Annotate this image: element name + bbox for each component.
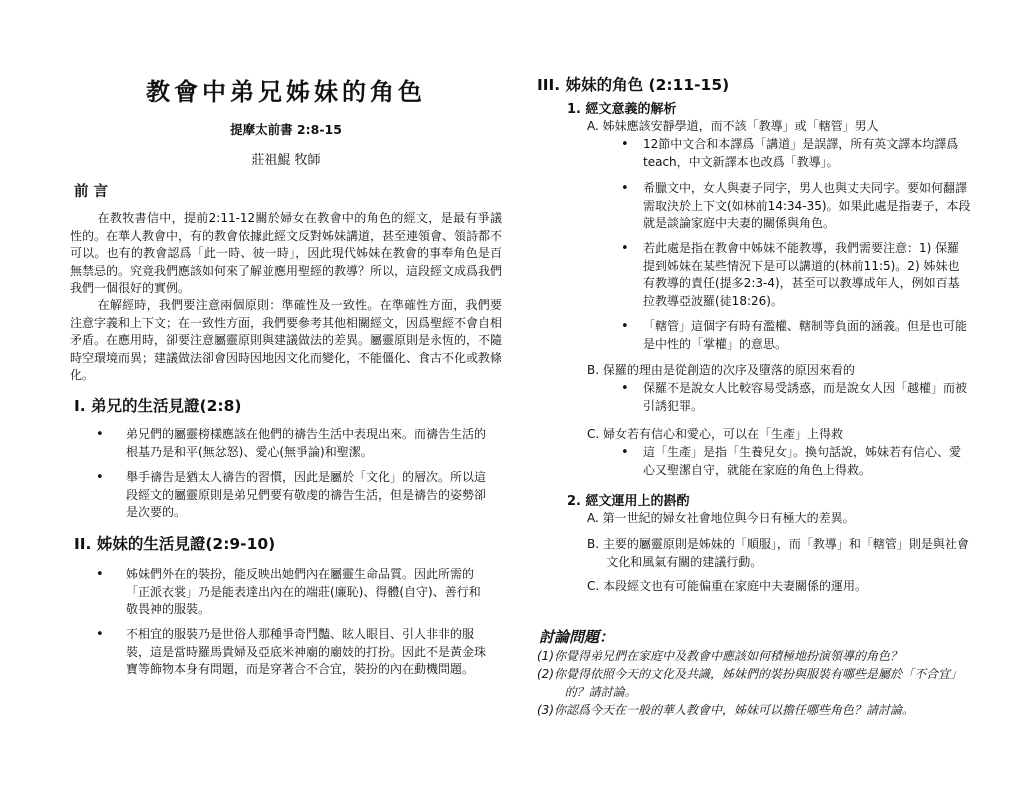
bullet-dot: • — [96, 567, 104, 582]
item-a: A. 姊妹應該安靜學道，而不該「教導」或「轄管」男人 — [587, 119, 879, 133]
discussion-heading: 討論問題： — [539, 628, 615, 646]
application-item: B. 主要的屬靈原則是姊妹的「順服」，而「教導」和「轄管」則是與社會文化和風氣有關的建議行動。 — [587, 537, 969, 569]
bullet-text: 「轄管」這個字有時有濫權、轄制等負面的涵義。但是也可能是中性的「掌權」的意思。 — [643, 319, 968, 351]
bullet-dot: • — [96, 427, 104, 442]
bullet-dot: • — [621, 381, 629, 396]
subsection-2-heading: 2. 經文運用上的斟酌 — [567, 494, 690, 509]
scripture-reference: 提摩太前書 2:8-15 — [230, 122, 342, 137]
subsection-1-heading: 1. 經文意義的解析 — [567, 102, 677, 117]
section-3-heading: III. 姊妹的角色 (2:11-15) — [537, 76, 730, 94]
application-item: C. 本段經文也有可能偏重在家庭中夫妻關係的運用。 — [587, 579, 868, 593]
author: 莊祖鯤 牧師 — [251, 153, 321, 168]
application-item: A. 第一世紀的婦女社會地位與今日有極大的差異。 — [587, 511, 855, 525]
bullet-text: 若此處是指在教會中姊妹不能教導，我們需要注意：1) 保羅提到姊妹在某些情況下是可以講道的(林前11:5)。2) 姊妹也有教導的責任(提多2:3-4)，甚至可以教導成年人，例如百基拉教導亞波羅(徒18:26)。 — [643, 241, 960, 308]
bullet-text: 保羅不是說女人比較容易受誘惑，而是說女人因「越權」而被引誘犯罪。 — [643, 381, 968, 413]
preface-paragraph-1: 在教牧書信中，提前2:11-12關於婦女在教會中的角色的經文，是最有爭議性的。在華人教會中，有的教會依據此經文反對姊妹講道，甚至連領會、領詩都不可以。也有的教會認爲「此一時、彼一時」，因此現代姊妹在教會的事奉角色是百無禁忌的。究竟我們應該如何來了解並應用聖經的教導？所以，這段經文成爲我們我們一個很好的實例。 — [70, 211, 503, 295]
item-b: B. 保羅的理由是從創造的次序及墮落的原因來看的 — [587, 363, 855, 377]
section-2-heading: II. 姊妹的生活見證(2:9-10) — [74, 535, 276, 553]
section-1-heading: I. 弟兄的生活見證(2:8) — [74, 397, 242, 415]
bullet-text: 姊妹們外在的裝扮，能反映出她們內在屬靈生命品質。因此所需的「正派衣裳」乃是能表達出內在的端莊(廉恥)、得體(自守)、善行和敬畏神的服裝。 — [126, 567, 481, 616]
bullet-text: 希臘文中，女人與妻子同字，男人也與丈夫同字。要如何翻譯需取決於上下文(如林前14:34-35)。如果此處是指妻子，本段就是談論家庭中夫妻的關係與角色。 — [643, 181, 971, 230]
bullet-dot: • — [621, 181, 629, 196]
item-c: C. 婦女若有信心和愛心，可以在「生產」上得救 — [587, 427, 844, 441]
preface-paragraph-2: 在解經時，我們要注意兩個原則：準確性及一致性。在準確性方面，我們要注意字義和上下文；在一致性方面，我們要參考其他相關經文，因爲聖經不會自相矛盾。在應用時，卻要注意屬靈原則與建議做法的差異。屬靈原則是永恆的，不隨時空環境而異；建議做法卻會因時因地因文化而變化，不能僵化、食古不化或教條化。 — [70, 298, 503, 382]
bullet-text: 12節中文合和本譯爲「講道」是誤譯，所有英文譯本均譯爲teach，中文新譯本也改爲「教導」。 — [643, 137, 959, 169]
bullet-text: 不相宜的服裝乃是世俗人那種爭奇鬥豔、眩人眼目、引人非非的服裝，這是當時羅馬貴婦及亞底米神廟的廟妓的打扮。因此不是黃金珠寶等飾物本身有問題，而是穿著合不合宜，裝扮的內在動機問題。 — [126, 627, 487, 676]
bullet-text: 這「生產」是指「生養兒女」。換句話說，姊妹若有信心、愛心又聖潔自守，就能在家庭的角色上得救。 — [643, 445, 962, 477]
bullet-dot: • — [621, 445, 629, 460]
bullet-dot: • — [621, 137, 629, 152]
discussion-question: (1)你覺得弟兄們在家庭中及教會中應該如何積極地扮演領導的角色？ — [537, 649, 903, 663]
bullet-dot: • — [96, 627, 104, 642]
bullet-dot: • — [621, 241, 629, 256]
bullet-dot: • — [621, 319, 629, 334]
bullet-text: 弟兄們的屬靈榜樣應該在他們的禱告生活中表現出來。而禱告生活的根基乃是和平(無忿怒)、愛心(無爭論)和聖潔。 — [126, 427, 487, 459]
discussion-question: (2)你覺得依照今天的文化及共識，姊妹們的裝扮與服裝有哪些是屬於「不合宜」的？請討論。 — [537, 667, 963, 699]
bullet-dot: • — [96, 470, 104, 485]
discussion-question: (3)你認爲今天在一般的華人教會中，姊妹可以擔任哪些角色？請討論。 — [537, 703, 915, 717]
document-title: 教會中弟兄姊妹的角色 — [146, 78, 426, 106]
preface-heading: 前 言 — [74, 184, 109, 200]
bullet-text: 舉手禱告是猶太人禱告的習慣，因此是屬於「文化」的層次。所以這段經文的屬靈原則是弟兄們要有敬虔的禱告生活，但是禱告的姿勢卻是次要的。 — [126, 470, 487, 519]
